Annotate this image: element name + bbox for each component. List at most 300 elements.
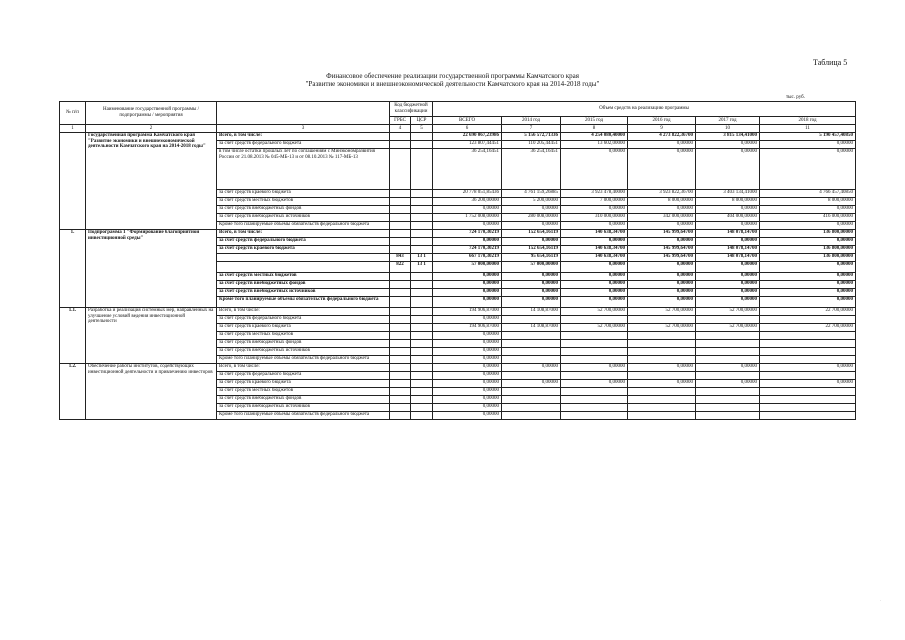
value-year: 52 700,00000	[628, 324, 696, 332]
funding-source-label	[217, 254, 390, 262]
item-name: Подпрограмма 1 "Формирование благоприятной инвестиционной среды"	[86, 230, 217, 308]
value-year	[696, 388, 760, 396]
value-year: 52 700,00000	[696, 308, 760, 316]
csr-code	[411, 324, 433, 332]
grbs-code	[390, 396, 411, 404]
value-year	[502, 372, 561, 380]
table-row	[60, 364, 856, 372]
value-year	[696, 404, 760, 412]
grbs-code	[390, 348, 411, 356]
value-year: 0,00000	[502, 380, 561, 388]
value-total: 0,00000	[433, 388, 502, 396]
funding-source-label: за счет средств внебюджетных фондов	[217, 281, 390, 289]
value-year: 0,00000	[696, 380, 760, 388]
header-2017: 2017 год	[696, 117, 760, 125]
value-total: 667 170,30219	[433, 254, 502, 262]
value-year: 14 108,87000	[502, 324, 561, 332]
funding-source-label: Кроме того планируемые объемы обязательств федерального бюджета	[217, 297, 390, 308]
value-year	[696, 372, 760, 380]
value-year	[628, 316, 696, 324]
csr-code	[411, 289, 433, 297]
grbs-code	[390, 141, 411, 149]
header-2015: 2015 год	[561, 117, 628, 125]
row-number: 1.	[60, 230, 86, 308]
grbs-code	[390, 273, 411, 281]
value-year: 3 815 134,41000	[696, 133, 760, 141]
value-year: 0,00000	[696, 141, 760, 149]
col-number: 11	[760, 125, 856, 133]
value-year: 0,00000	[696, 206, 760, 214]
funding-source-label: Всего, в том числе:	[217, 364, 390, 372]
grbs-code: 843	[390, 254, 411, 262]
funding-source-label: за счет средств внебюджетных источников	[217, 348, 390, 356]
table-row	[60, 308, 856, 316]
value-year: 145 999,64700	[628, 246, 696, 254]
value-total: 0,00000	[433, 380, 502, 388]
header-row	[60, 102, 856, 117]
value-total: 0,00000	[433, 412, 502, 420]
grbs-code	[390, 238, 411, 246]
grbs-code	[390, 133, 411, 141]
csr-code	[411, 380, 433, 388]
value-year: 145 999,64700	[628, 230, 696, 238]
value-year: 8 000,00000	[760, 198, 856, 206]
value-total: 0,00000	[433, 372, 502, 380]
funding-source-label: за счет средств федерального бюджета	[217, 316, 390, 324]
document-title-line-1: Финансовое обеспечение реализации государственной программы Камчатского края	[326, 72, 579, 80]
value-year	[628, 340, 696, 348]
csr-code	[411, 141, 433, 149]
value-year: 5 156 572,71336	[502, 133, 561, 141]
value-year: 0,00000	[760, 149, 856, 190]
csr-code	[411, 308, 433, 316]
value-year: 0,00000	[760, 222, 856, 230]
funding-source-label: за счет средств внебюджетных источников	[217, 289, 390, 297]
funding-source-label: за счет средств местных бюджетов	[217, 198, 390, 206]
value-year: 0,00000	[502, 273, 561, 281]
grbs-code	[390, 412, 411, 420]
value-year: 416 000,00000	[760, 214, 856, 222]
funding-source-label: Всего, в том числе:	[217, 308, 390, 316]
value-year	[760, 404, 856, 412]
funding-source-label: за счет средств краевого бюджета	[217, 190, 390, 198]
csr-code	[411, 396, 433, 404]
csr-code	[411, 332, 433, 340]
value-year	[502, 340, 561, 348]
col-number: 10	[696, 125, 760, 133]
value-year: 52 700,00000	[561, 324, 628, 332]
value-year: 152 654,16119	[502, 246, 561, 254]
value-year: 0,00000	[696, 149, 760, 190]
value-year	[502, 396, 561, 404]
header-2016: 2016 год	[628, 117, 696, 125]
csr-code	[411, 149, 433, 190]
value-year: 0,00000	[561, 364, 628, 372]
value-year: 0,00000	[561, 238, 628, 246]
csr-code	[411, 246, 433, 254]
value-year	[561, 348, 628, 356]
funding-source-label: в том числе остатки прошлых лет по соглашениям с Минэкономразвития России от 21.08.2013 № 045-МБ-13 и от 08.10.2013 № 117-МБ-13	[217, 149, 390, 190]
value-year	[561, 340, 628, 348]
value-year	[502, 388, 561, 396]
value-total: 724 170,30219	[433, 230, 502, 238]
header-num: № п/п	[60, 102, 86, 125]
value-year	[502, 412, 561, 420]
value-year: 4 761 159,26885	[502, 190, 561, 198]
value-year: 22 700,00000	[760, 308, 856, 316]
csr-code	[411, 412, 433, 420]
value-year	[760, 356, 856, 364]
header-col-numbers	[60, 125, 856, 133]
page-mark: ·	[880, 598, 882, 603]
value-year: 36 254,16451	[502, 149, 561, 190]
grbs-code	[390, 206, 411, 214]
value-year: 140 638,34700	[561, 254, 628, 262]
value-total: 1 752 008,00000	[433, 214, 502, 222]
header-2018: 2018 год	[760, 117, 856, 125]
csr-code	[411, 281, 433, 289]
value-total: 36 200,00000	[433, 198, 502, 206]
grbs-code	[390, 246, 411, 254]
value-total: 0,00000	[433, 356, 502, 364]
value-total: 0,00000	[433, 238, 502, 246]
value-year: 0,00000	[628, 380, 696, 388]
value-year: 22 700,00000	[760, 324, 856, 332]
value-total: 20 778 051,85436	[433, 190, 502, 198]
value-year: 0,00000	[561, 262, 628, 273]
grbs-code	[390, 340, 411, 348]
value-year	[760, 332, 856, 340]
funding-source-label: за счет средств местных бюджетов	[217, 388, 390, 396]
value-year: 136 800,00000	[760, 246, 856, 254]
value-total: 0,00000	[433, 404, 502, 412]
value-year: 0,00000	[696, 262, 760, 273]
value-year	[760, 340, 856, 348]
value-year: 0,00000	[628, 262, 696, 273]
grbs-code	[390, 149, 411, 190]
value-total: 0,00000	[433, 273, 502, 281]
value-total: 0,00000	[433, 364, 502, 372]
funding-source-label: за счет средств местных бюджетов	[217, 332, 390, 340]
value-year	[628, 332, 696, 340]
value-year: 0,00000	[628, 281, 696, 289]
funding-source-label: за счет средств внебюджетных фондов	[217, 206, 390, 214]
value-total: 0,00000	[433, 348, 502, 356]
grbs-code	[390, 324, 411, 332]
value-year: 110 205,44451	[502, 141, 561, 149]
value-total: 0,00000	[433, 222, 502, 230]
value-total: 0,00000	[433, 332, 502, 340]
funding-source-label: за счет средств федерального бюджета	[217, 372, 390, 380]
value-year: 0,00000	[561, 222, 628, 230]
csr-code	[411, 388, 433, 396]
value-year	[628, 388, 696, 396]
value-year	[760, 388, 856, 396]
funding-source-label: за счет средств внебюджетных источников	[217, 404, 390, 412]
value-year: 342 000,00000	[628, 214, 696, 222]
value-year: 0,00000	[760, 289, 856, 297]
value-year: 0,00000	[696, 273, 760, 281]
value-year	[561, 412, 628, 420]
value-year: 0,00000	[760, 364, 856, 372]
csr-code: 13 1	[411, 254, 433, 262]
grbs-code	[390, 222, 411, 230]
value-year	[561, 332, 628, 340]
value-total: 0,00000	[433, 281, 502, 289]
value-year: 8 000,00000	[628, 198, 696, 206]
value-year	[696, 356, 760, 364]
value-total: 194 906,87000	[433, 308, 502, 316]
value-year	[502, 404, 561, 412]
grbs-code	[390, 372, 411, 380]
funding-source-label: за счет средств краевого бюджета	[217, 246, 390, 254]
grbs-code	[390, 281, 411, 289]
col-number: 6	[433, 125, 502, 133]
row-number	[60, 133, 86, 230]
value-year: 8 000,00000	[696, 198, 760, 206]
header-bk: Код бюджетной классификации	[390, 102, 433, 117]
value-total: 0,00000	[433, 206, 502, 214]
value-year	[696, 348, 760, 356]
value-year: 0,00000	[561, 281, 628, 289]
value-year: 0,00000	[628, 289, 696, 297]
funding-source-label	[217, 262, 390, 273]
csr-code	[411, 297, 433, 308]
value-year: 0,00000	[561, 380, 628, 388]
value-year	[628, 404, 696, 412]
value-year: 14 108,87000	[502, 308, 561, 316]
value-year: 95 654,16119	[502, 254, 561, 262]
funding-source-label: за счет средств внебюджетных источников	[217, 214, 390, 222]
value-total: 22 690 067,23986	[433, 133, 502, 141]
value-year: 5 190 457,40850	[760, 133, 856, 141]
unit-label: тыс. руб.	[786, 95, 805, 100]
value-year	[696, 396, 760, 404]
csr-code	[411, 356, 433, 364]
value-year: 148 078,14700	[696, 230, 760, 238]
value-year: 0,00000	[696, 364, 760, 372]
value-total: 194 906,87000	[433, 324, 502, 332]
funding-source-label: за счет средств местных бюджетов	[217, 273, 390, 281]
csr-code	[411, 404, 433, 412]
value-year	[502, 348, 561, 356]
funding-source-label: за счет средств краевого бюджета	[217, 380, 390, 388]
csr-code	[411, 238, 433, 246]
value-year	[760, 316, 856, 324]
value-year: 0,00000	[628, 297, 696, 308]
value-year: 4 273 822,36700	[628, 133, 696, 141]
value-year: 57 000,00000	[502, 262, 561, 273]
header-2014: 2014 год	[502, 117, 561, 125]
value-year: 0,00000	[696, 222, 760, 230]
funding-source-label: Кроме того планируемые объемы обязательств федерального бюджета	[217, 222, 390, 230]
value-year: 0,00000	[502, 364, 561, 372]
value-total: 0,00000	[433, 297, 502, 308]
value-year: 0,00000	[760, 206, 856, 214]
funding-source-label: Всего, в том числе:	[217, 230, 390, 238]
value-year: 140 638,34700	[561, 246, 628, 254]
value-year: 0,00000	[561, 273, 628, 281]
value-total: 0,00000	[433, 289, 502, 297]
grbs-code	[390, 364, 411, 372]
value-year: 13 602,00000	[561, 141, 628, 149]
value-year	[502, 316, 561, 324]
header-total: ВСЕГО	[433, 117, 502, 125]
value-year	[628, 412, 696, 420]
csr-code	[411, 372, 433, 380]
value-year	[696, 316, 760, 324]
value-year	[628, 372, 696, 380]
header-amount: Объем средств на реализацию программы	[433, 102, 856, 117]
value-year: 52 700,00000	[696, 324, 760, 332]
funding-source-label: за счет средств федерального бюджета	[217, 238, 390, 246]
value-year: 0,00000	[561, 206, 628, 214]
value-year: 310 000,00000	[561, 214, 628, 222]
value-year: 0,00000	[502, 281, 561, 289]
value-year: 136 800,00000	[760, 254, 856, 262]
value-year: 0,00000	[696, 238, 760, 246]
col-number: 4	[390, 125, 411, 133]
value-year: 0,00000	[502, 297, 561, 308]
grbs-code	[390, 356, 411, 364]
value-year: 280 008,00000	[502, 214, 561, 222]
value-year	[760, 396, 856, 404]
value-year: 0,00000	[628, 222, 696, 230]
value-year: 0,00000	[502, 222, 561, 230]
grbs-code	[390, 380, 411, 388]
csr-code	[411, 206, 433, 214]
value-year	[561, 404, 628, 412]
col-number: 7	[502, 125, 561, 133]
funding-source-label: Кроме того планируемые объемы обязательств федерального бюджета	[217, 356, 390, 364]
col-number: 5	[411, 125, 433, 133]
value-year	[561, 388, 628, 396]
grbs-code	[390, 404, 411, 412]
value-year: 0,00000	[502, 289, 561, 297]
value-year: 0,00000	[628, 273, 696, 281]
grbs-code	[390, 190, 411, 198]
value-year: 0,00000	[760, 141, 856, 149]
value-year: 0,00000	[628, 206, 696, 214]
value-total: 0,00000	[433, 316, 502, 324]
grbs-code	[390, 388, 411, 396]
value-year: 0,00000	[561, 149, 628, 190]
csr-code	[411, 230, 433, 238]
value-year: 0,00000	[628, 364, 696, 372]
value-year: 0,00000	[561, 289, 628, 297]
item-name: Разработка и реализация системных мер, направленных на улучшение условий ведения инвестиционной деятельности	[86, 308, 217, 364]
item-name: Обеспечение работы институтов, содействующих инвестиционной деятельности и привлечению инвесторов	[86, 364, 217, 420]
col-number: 2	[86, 125, 217, 133]
csr-code	[411, 222, 433, 230]
value-year	[696, 340, 760, 348]
grbs-code	[390, 297, 411, 308]
value-year: 3 923 478,40000	[561, 190, 628, 198]
grbs-code	[390, 230, 411, 238]
value-year: 4 254 080,40000	[561, 133, 628, 141]
grbs-code	[390, 198, 411, 206]
col-number: 9	[628, 125, 696, 133]
value-year	[760, 412, 856, 420]
grbs-code	[390, 289, 411, 297]
grbs-code	[390, 332, 411, 340]
csr-code	[411, 214, 433, 222]
value-year	[502, 356, 561, 364]
csr-code	[411, 133, 433, 141]
csr-code: 13 1	[411, 262, 433, 273]
header-csr: ЦСР	[411, 117, 433, 125]
row-number: 1.2.	[60, 364, 86, 420]
value-year: 0,00000	[628, 141, 696, 149]
value-year	[561, 396, 628, 404]
csr-code	[411, 316, 433, 324]
value-year: 0,00000	[628, 238, 696, 246]
value-total: 724 170,30219	[433, 246, 502, 254]
csr-code	[411, 273, 433, 281]
value-year: 3 923 822,36700	[628, 190, 696, 198]
finance-table	[59, 101, 856, 420]
csr-code	[411, 190, 433, 198]
value-year	[561, 316, 628, 324]
table-row	[60, 230, 856, 238]
grbs-code	[390, 316, 411, 324]
value-year	[760, 348, 856, 356]
col-number: 3	[217, 125, 390, 133]
row-number: 1.1.	[60, 308, 86, 364]
value-total: 123 807,44451	[433, 141, 502, 149]
header-source	[217, 102, 390, 125]
funding-source-label: за счет средств федерального бюджета	[217, 141, 390, 149]
value-year	[502, 332, 561, 340]
csr-code	[411, 198, 433, 206]
grbs-code: 822	[390, 262, 411, 273]
value-year	[696, 332, 760, 340]
value-year: 0,00000	[502, 238, 561, 246]
value-total: 0,00000	[433, 396, 502, 404]
csr-code	[411, 340, 433, 348]
value-year: 0,00000	[760, 380, 856, 388]
value-year	[561, 356, 628, 364]
value-year: 0,00000	[760, 297, 856, 308]
col-number: 8	[561, 125, 628, 133]
funding-source-label: за счет средств краевого бюджета	[217, 324, 390, 332]
value-total: 57 000,00000	[433, 262, 502, 273]
table-row	[60, 133, 856, 141]
value-year	[628, 396, 696, 404]
value-year: 136 800,00000	[760, 230, 856, 238]
value-year: 0,00000	[561, 297, 628, 308]
value-year: 52 700,00000	[561, 308, 628, 316]
value-year	[628, 356, 696, 364]
value-year: 148 078,14700	[696, 246, 760, 254]
table-number-label: Таблица 5	[813, 58, 848, 67]
csr-code	[411, 348, 433, 356]
value-year: 0,00000	[696, 297, 760, 308]
value-year	[628, 348, 696, 356]
value-year: 52 700,00000	[628, 308, 696, 316]
value-year: 7 000,00000	[561, 198, 628, 206]
value-year	[696, 412, 760, 420]
table-body	[60, 102, 856, 420]
funding-source-label: за счет средств внебюджетных фондов	[217, 396, 390, 404]
value-year	[561, 372, 628, 380]
value-year: 0,00000	[502, 206, 561, 214]
col-number: 1	[60, 125, 86, 133]
value-year: 0,00000	[696, 289, 760, 297]
grbs-code	[390, 308, 411, 316]
value-year: 0,00000	[760, 262, 856, 273]
value-total: 0,00000	[433, 340, 502, 348]
